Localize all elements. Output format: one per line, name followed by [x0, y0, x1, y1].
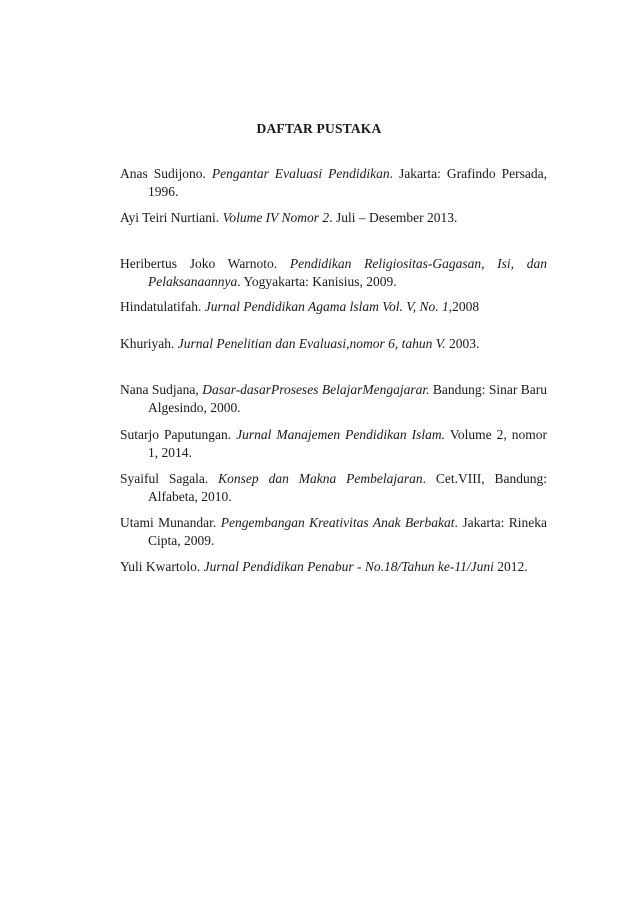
reference-author: Nana Sudjana, — [120, 382, 199, 397]
reference-work-title: Pendidikan Religiositas-Gagasan, Isi, dan Pelaksanaannya — [148, 256, 548, 289]
reference-entry — [120, 470, 547, 506]
reference-work-title: Jurnal Pendidikan Agama lslam Vol. V, No. 1 — [204, 299, 449, 314]
reference-author: Utami Munandar. — [120, 515, 217, 530]
reference-publication: ,2008 — [448, 299, 480, 314]
reference-entry — [120, 426, 547, 462]
reference-entry — [120, 381, 547, 417]
reference-entry — [120, 514, 547, 550]
reference-author: Sutarjo Paputungan. — [120, 427, 232, 442]
reference-author: Heribertus Joko Warnoto. — [120, 256, 278, 271]
reference-publication: 2003. — [445, 336, 480, 351]
reference-work-title: Pengembangan Kreativitas Anak Berbakat — [220, 515, 455, 530]
reference-entry — [120, 165, 547, 201]
reference-publication: . Juli – Desember 2013. — [329, 210, 458, 225]
reference-entry — [120, 255, 547, 291]
reference-author: Yuli Kwartolo. — [120, 559, 201, 574]
reference-work-title: Konsep dan Makna Pembelajaran — [218, 471, 423, 486]
reference-author: Anas Sudijono. — [120, 166, 206, 181]
reference-publication: . Cet.VIII, Bandung: Alfabeta, 2010. — [148, 471, 547, 504]
reference-publication: 2012. — [493, 559, 528, 574]
reference-author: Khuriyah. — [120, 336, 175, 351]
page-title: DAFTAR PUSTAKA — [256, 121, 382, 136]
reference-entry — [120, 335, 547, 353]
reference-author: Ayi Teiri Nurtiani. — [120, 210, 220, 225]
reference-publication: . Jakarta: Rineka Cipta, 2009. — [148, 515, 548, 548]
reference-work-title: Jurnal Pendidikan Penabur - No.18/Tahun ke-11/Juni — [203, 559, 494, 574]
reference-work-title: Jurnal Manajemen Pendidikan Islam. — [236, 427, 446, 442]
reference-publication: Volume 2, nomor 1, 2014. — [148, 427, 547, 460]
reference-author: Syaiful Sagala. — [120, 471, 209, 486]
reference-work-title: Volume IV Nomor 2 — [222, 210, 330, 225]
reference-publication: . Jakarta: Grafindo Persada, 1996. — [148, 166, 547, 199]
reference-entry — [120, 298, 547, 316]
reference-publication: . Yogyakarta: Kanisius, 2009. — [237, 274, 397, 289]
reference-work-title: Pengantar Evaluasi Pendidikan — [211, 166, 390, 181]
reference-entry — [120, 209, 547, 227]
reference-publication: Bandung: Sinar Baru Algesindo, 2000. — [148, 382, 547, 415]
reference-work-title: Dasar-dasarProseses BelajarMengajarar. — [202, 382, 430, 397]
reference-entry — [120, 558, 547, 576]
reference-work-title: Jurnal Penelitian dan Evaluasi,nomor 6, tahun V. — [177, 336, 446, 351]
reference-author: Hindatulatifah. — [120, 299, 202, 314]
